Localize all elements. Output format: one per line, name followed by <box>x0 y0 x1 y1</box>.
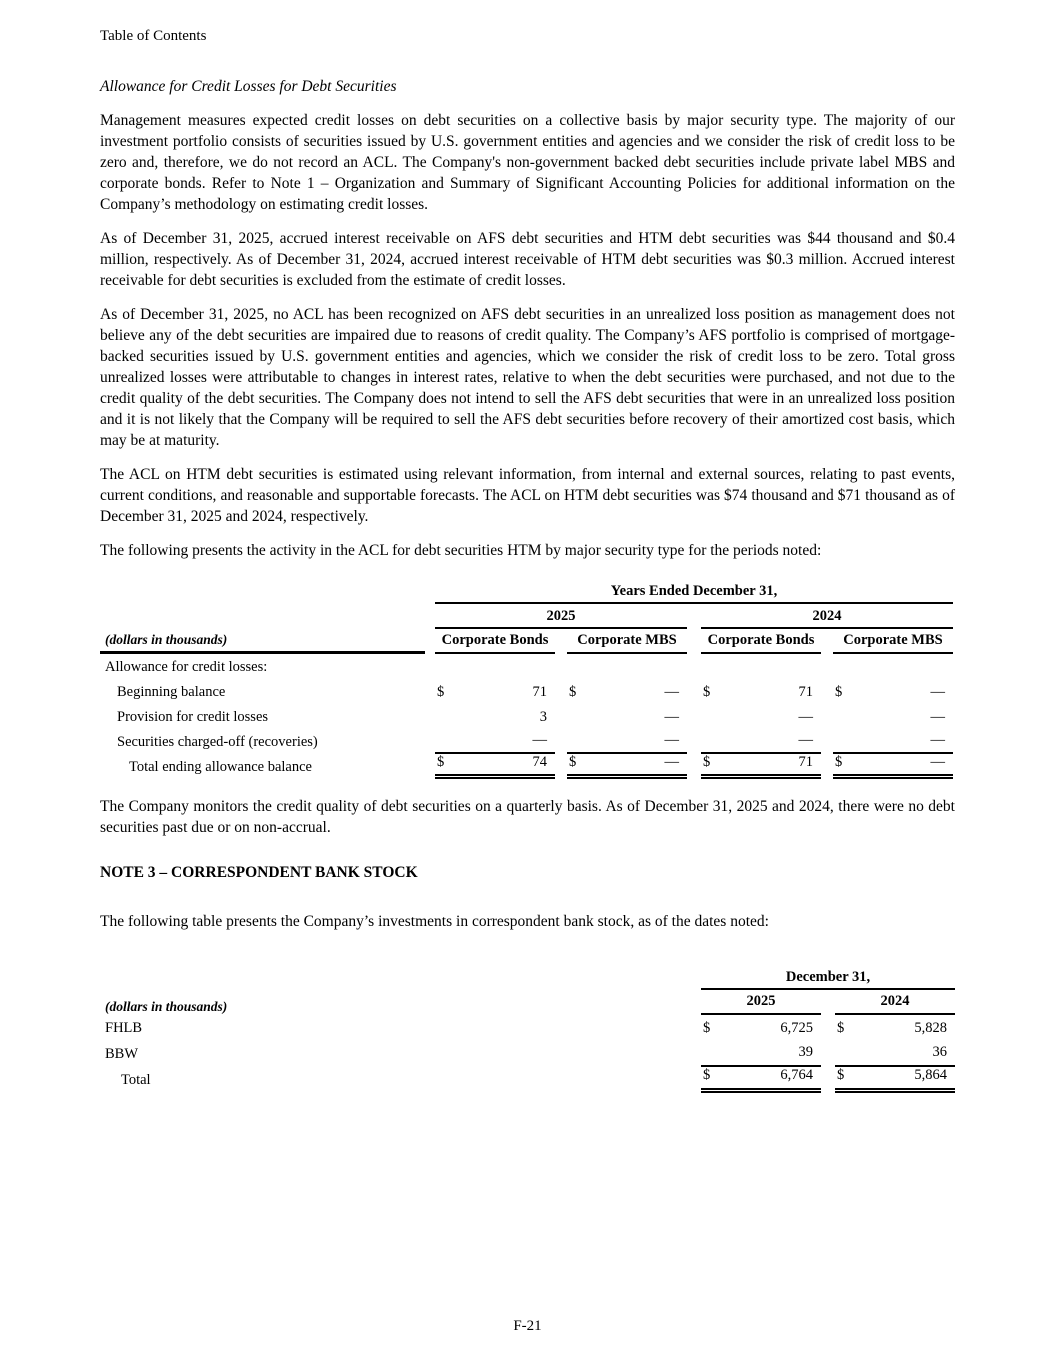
value: 74 <box>532 754 547 770</box>
cell <box>567 750 687 779</box>
paragraph-acl-activity-intro: The following presents the activity in the ACL for debt securities HTM by major security type for the periods noted: <box>100 542 822 559</box>
paragraph-credit-quality-monitoring: The Company monitors the credit quality of debt securities on a quarterly basis. As of December 31, 2025 and 2024, there were no debt securities past due or on non-accrual. <box>100 798 955 836</box>
cell <box>835 1063 955 1093</box>
cell <box>567 680 687 704</box>
cell <box>833 750 953 779</box>
value: — <box>664 732 679 748</box>
acl-span-header-row <box>100 579 955 604</box>
paragraph-acl-htm-estimate: The ACL on HTM debt securities is estimated using relevant information, from internal and external sources, relating to past events, current conditions, and reasonable and supportable forecasts. The ACL on HTM debt securities was $74 thousand and $71 thousand as of December 31, 2025 and 2024, respectively. <box>100 466 955 525</box>
table-row-allowance-header <box>100 654 955 679</box>
value: — <box>664 754 679 770</box>
cell <box>701 680 821 704</box>
value: 36 <box>932 1044 947 1060</box>
currency-symbol: $ <box>837 1067 845 1083</box>
table-caption: (dollars in thousands) <box>100 632 425 654</box>
value: — <box>664 684 679 700</box>
currency-symbol: $ <box>569 754 577 770</box>
value: 6,725 <box>780 1020 813 1036</box>
value: — <box>930 709 945 725</box>
cell <box>701 1063 821 1093</box>
table-row-provision <box>100 704 955 729</box>
acl-span-header: Years Ended December 31, <box>435 583 953 604</box>
row-label: Total <box>121 1072 151 1088</box>
paragraph-no-acl-afs: As of December 31, 2025, no ACL has been recognized on AFS debt securities in an unrealized loss position as management does not believe any of the debt securities are impaired due to reasons of credit quality. The Company’s AFS portfolio is comprised of mortgage-backed securities issued by U.S. government entities and agencies, which we consider the risk of credit loss to be zero. Total gross unrealized losses were attributable to changes in interest rates, relative to when the debt securities were purchased, and not due to the credit quality of the debt securities. The Company does not intend to sell the AFS debt securities that were in an unrealized loss position and it is not likely that the Company will be required to sell the AFS debt securities before recovery of their amortized cost basis, which may be at maturity. <box>100 306 955 449</box>
value: — <box>664 709 679 725</box>
row-label: FHLB <box>105 1020 143 1036</box>
value: 3 <box>539 709 547 725</box>
table-row-total-ending-balance <box>100 754 955 779</box>
cell <box>701 705 821 729</box>
acl-activity-table <box>100 579 955 779</box>
year-header-2024: 2024 <box>701 608 953 629</box>
value: 5,864 <box>914 1067 947 1083</box>
cell <box>701 750 821 779</box>
currency-symbol: $ <box>437 684 445 700</box>
currency-symbol: $ <box>569 684 577 700</box>
currency-symbol: $ <box>703 1020 711 1036</box>
value: 6,764 <box>780 1067 813 1083</box>
note-3-heading: NOTE 3 – CORRESPONDENT BANK STOCK <box>100 864 418 881</box>
table-of-contents-link[interactable]: Table of Contents <box>100 28 207 44</box>
value: — <box>930 684 945 700</box>
cell <box>701 1016 821 1041</box>
cell <box>833 705 953 729</box>
column-header-2025-corporate-mbs: Corporate MBS <box>567 632 687 654</box>
cell <box>435 705 555 729</box>
bank-stock-table <box>100 965 955 1093</box>
cell <box>435 680 555 704</box>
currency-symbol: $ <box>835 684 843 700</box>
value: — <box>930 732 945 748</box>
row-label: Total ending allowance balance <box>129 759 312 775</box>
row-label: BBW <box>105 1046 139 1062</box>
year-header-2025: 2025 <box>701 993 821 1015</box>
cell <box>833 680 953 704</box>
table-row-total <box>100 1067 955 1093</box>
currency-symbol: $ <box>703 1067 711 1083</box>
value: 71 <box>532 684 547 700</box>
cell <box>567 705 687 729</box>
column-header-2024-corporate-mbs: Corporate MBS <box>833 632 953 654</box>
currency-symbol: $ <box>437 754 445 770</box>
value: 71 <box>798 754 813 770</box>
cell <box>435 750 555 779</box>
acl-year-header-row <box>100 604 955 629</box>
value: — <box>798 732 813 748</box>
acl-column-header-row <box>100 629 955 654</box>
value: 39 <box>798 1044 813 1060</box>
value: — <box>798 709 813 725</box>
year-header-2024: 2024 <box>835 993 955 1015</box>
cell <box>835 1016 955 1041</box>
column-header-2025-corporate-bonds: Corporate Bonds <box>435 632 555 654</box>
currency-symbol: $ <box>835 754 843 770</box>
paragraph-accrued-interest: As of December 31, 2025, accrued interest receivable on AFS debt securities and HTM debt securities was $44 thousand and $0.4 million, respectively. As of December 31, 2024, accrued interest receivable of HTM debt securities was $0.3 million. Accrued interest receivable for debt securities is excluded from the estimate of credit losses. <box>100 230 955 289</box>
table-row-bbw <box>100 1041 955 1067</box>
row-label: Securities charged-off (recoveries) <box>117 734 318 750</box>
value: — <box>532 732 547 748</box>
value: 71 <box>798 684 813 700</box>
value: 5,828 <box>914 1020 947 1036</box>
table-caption: (dollars in thousands) <box>105 999 228 1014</box>
bank-year-header-row <box>100 990 955 1015</box>
year-header-2025: 2025 <box>435 608 687 629</box>
page-number: F-21 <box>513 1318 542 1334</box>
paragraph-bank-stock-intro: The following table presents the Company’s investments in correspondent bank stock, as of the dates noted: <box>100 913 769 930</box>
row-label: Allowance for credit losses: <box>105 659 268 675</box>
table-row-beginning-balance <box>100 679 955 704</box>
value: — <box>930 754 945 770</box>
section-heading: Allowance for Credit Losses for Debt Securities <box>100 78 397 95</box>
currency-symbol: $ <box>703 684 711 700</box>
row-label: Beginning balance <box>117 684 226 700</box>
row-label: Provision for credit losses <box>117 709 269 725</box>
column-header-2024-corporate-bonds: Corporate Bonds <box>701 632 821 654</box>
bank-span-header: December 31, <box>701 969 955 990</box>
currency-symbol: $ <box>703 754 711 770</box>
bank-span-header-row <box>100 965 955 990</box>
currency-symbol: $ <box>837 1020 845 1036</box>
table-row-fhlb <box>100 1015 955 1041</box>
paragraph-credit-loss-measurement: Management measures expected credit losses on debt securities on a collective basis by major security type. The majority of our investment portfolio consists of securities issued by U.S. government entities and agencies and we consider the risk of credit loss to be zero and, therefore, we do not record an ACL. The Company's non-government backed debt securities include private label MBS and corporate bonds. Refer to Note 1 – Organization and Summary of Significant Accounting Policies for additional information on the Company’s methodology on estimating credit losses. <box>100 112 955 213</box>
